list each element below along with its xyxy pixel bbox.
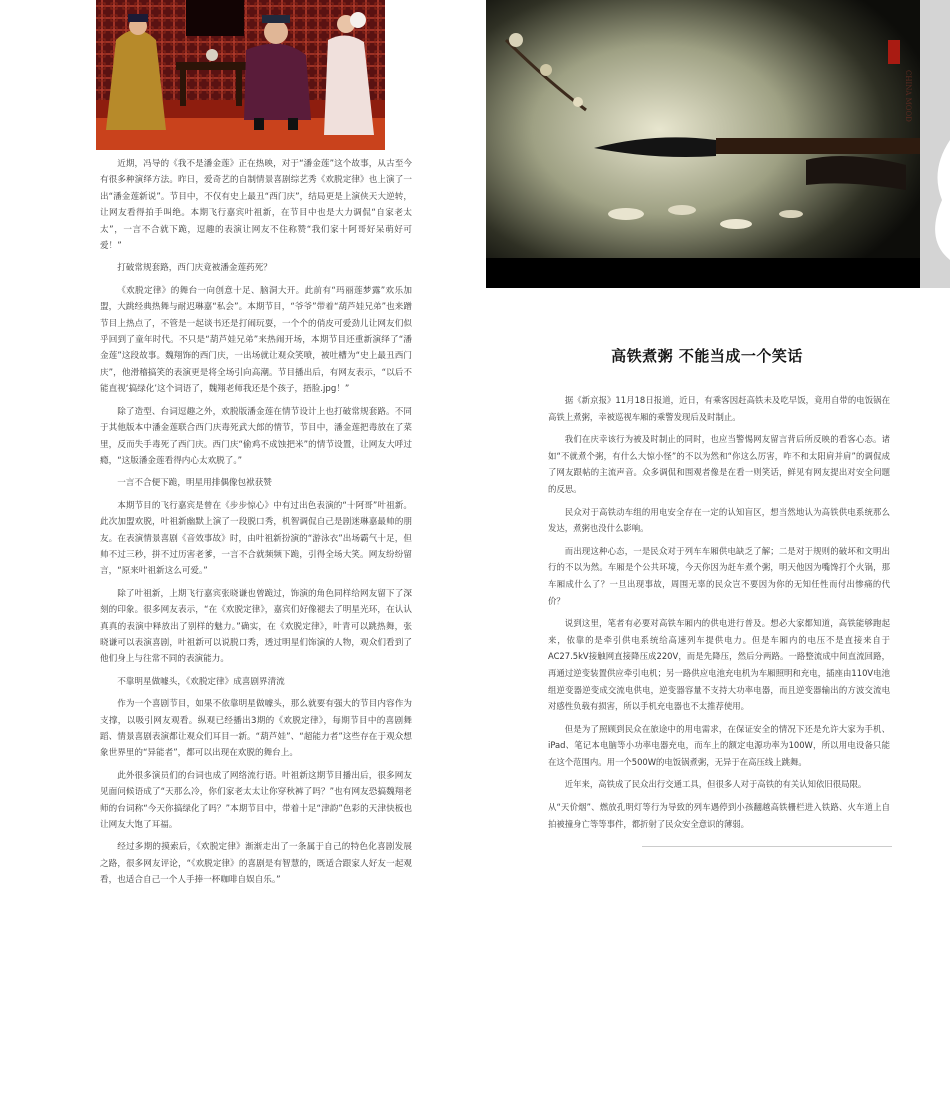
right-paragraph: 说到这里，笔者有必要对高铁车厢内的供电进行普及。想必大家都知道，高铁能够跑起来，依靠的是牵引供电系统给高速列车提供电力。但是车厢内的电压不是直接来自于AC27.5kV接触网直接降压成220V，而是先降压，然后分两路。一路整流成中间直流回路，再通过逆变装置供应牵引电机；另一路供应电池充电机为车厢照明和充电，插座由110V电池组逆变器逆变成交流电供电，逆变器容量不支持大功率电器，而且逆变器输出的方波交流电对感性负载有损害，所以手机充电器也不太推荐使用。	[548, 618, 890, 712]
left-paragraph: 本期节目的飞行嘉宾是曾在《步步惊心》中有过出色表演的“十阿哥”叶祖新。此次加盟欢脱，叶祖新幽默上演了一段脱口秀，机智调侃自己是剧迷琳嘉最帅的朋友。在表演情景喜剧《音效事故》时，由叶祖新扮演的“游泳衣”出场霸气十足，但帅不过三秒，拼不过历害老爹，一言不合就频频下跪，引得全场大笑。网友纷纷留言，“原来叶祖新这么可爱。”	[100, 500, 412, 577]
left-paragraph: 此外很多演员们的台词也成了网络流行语。叶祖新这期节目播出后，很多网友见面问候语成了“天那么冷，你们家老太太让你穿秋裤了吗？”也有网友恐搞魏翔老师的台词称“今天你搞绿化了吗？”本期节目中，带着十足“津韵”色彩的天津快板也让网友大饱了耳福。	[100, 770, 412, 831]
right-article-body	[548, 392, 890, 838]
photo-seal-text: CHINA MOOD	[904, 70, 912, 122]
right-paragraph: 但是为了照顾到民众在旅途中的用电需求，在保证安全的情况下还是允许大家为手机、iPad、笔记本电脑等小功率电器充电，而车上的额定电源功率为100W，所以用电设备只能在这个范围内。用一个500W的电饭锅煮粥，无异于在高压线上跳舞。	[548, 723, 890, 767]
right-paragraph: 从“天价烟”、燃放孔明灯等行为导致的列车遇停到小孩翻越高铁栅栏进入铁路、火车道上自拍被撞身亡等等事件，都折射了民众安全意识的薄弱。	[548, 802, 890, 829]
left-article-body	[100, 156, 412, 895]
stage-photo	[96, 0, 385, 150]
left-subheading: 一言不合便下跪，明星用排偶像包袱获赞	[117, 478, 272, 489]
right-paragraph: 民众对于高铁动车组的用电安全存在一定的认知盲区，想当然地认为高铁供电系统那么发达，煮粥也没什么影响。	[548, 506, 890, 534]
left-subheading: 打破常规套路，西门庆竟被潘金莲药死？	[117, 263, 272, 274]
right-paragraph: 我们在庆幸该行为被及时制止的同时，也应当警惕网友留言背后所反映的看客心态。诸如“不就煮个粥，有什么大惊小怪”的不以为然和“你这么厉害，咋不和太阳肩并肩”的调侃成了网友跟帖的主流声音。众多调侃和围观者像是在看一则笑话，鲜见有网友提出对安全问题的反思。	[548, 434, 890, 494]
left-paragraph: 除了叶祖新，上期飞行嘉宾张晓谦也曾跪过，饰演的角色同样给网友留下了深刻的印象。很多网友表示，“在《欢脱定律》，嘉宾们好像褪去了明星光环，在认认真真的表演中释放出了别样的魅力。”确实，在《欢脱定律》，叶青可以跳热舞，张晓谦可以表演喜剧，叶祖新可以说脱口秀，透过明星们饰演的人物，观众们看到了他们身上与往常不同的表演能力。	[100, 588, 412, 665]
right-article-title: 高铁煮粥 不能当成一个笑话	[611, 347, 803, 365]
ink-brush-photo	[486, 0, 920, 288]
right-article-divider	[642, 846, 892, 847]
brush-photo-illustration	[486, 0, 920, 288]
left-paragraph: 近期，冯导的《我不是潘金莲》正在热映，对于“潘金莲”这个故事，从古至今有很多种演绎方法。昨日，爱奇艺的自制情景喜剧综艺秀《欢脱定律》也上演了一出“潘金莲新说”。节目中，不仅有史上最丑“西门庆”，结局更是上演侠天大逆转，让网友看得拍手叫绝。本期飞行嘉宾叶祖新，在节目中也是大力调侃“自家老太太”，一言不合就下跪，逗趣的表演让网友不住称赞“我们家十阿哥好呆萌好可爱！”	[100, 159, 412, 252]
stage-photo-illustration	[96, 0, 385, 150]
left-paragraph: 除了造型、台词逗趣之外，欢脱版潘金莲在情节设计上也打破常规套路。不同于其他版本中潘金莲联合西门庆毒死武大郎的情节，节目中，潘金莲把毒放在了菜里，反而失手毒死了西门庆。西门庆“偷鸡不成蚀把米”的情节设置，让网友大呼过瘾，“这版潘金莲看得内心太欢脱了。”	[100, 406, 412, 466]
right-paragraph: 近年来，高铁成了民众出行交通工具，但很多人对于高铁的有关认知依旧很局限。	[564, 779, 867, 790]
left-subheading: 不靠明星做噱头，《欢脱定律》成喜剧界清流	[117, 676, 285, 687]
left-paragraph: 《欢脱定律》的舞台一向创意十足、脑洞大开。此前有“玛丽莲梦露”欢乐加盟，大跳经典热舞与耐迟琳嘉“私会”。本期节目，“爷爷”带着“葫芦娃兄弟”也来蹭节目上热点了，不管是一起谈书还是打闹玩耍，一个个的俏皮可爱劲儿让网友们似乎回到了童年时代。不只是“葫芦娃兄弟”来热闹开场，本期节目还重新演绎了“潘金莲”这段故事。魏翔饰的西门庆，一出场就让观众笑喷，被吐槽为“史上最丑西门庆”，他滑稽搞笑的表演更是将全场引向高潮。节目播出后，有网友表示，“以后不能直视‘搞绿化’这个词语了，魏翔老师我还是个孩子，捂脸.jpg！”	[100, 285, 412, 395]
right-paragraph: 据《新京报》11月18日报道，近日，有乘客因赶高铁未及吃早饭，竟用自带的电饭锅在高铁上煮粥，幸被巡视车厢的乘警发现后及时制止。	[548, 395, 890, 422]
left-paragraph: 作为一个喜剧节目，如果不依靠明星做噱头，那么就要有强大的节目内容作为支撑，以吸引网友观看。纵观已经播出3期的《欢脱定律》，每期节目中的喜剧舞蹈、情景喜剧表演都让观众们耳目一新。“葫芦娃”、“超能力者”这些存在于观众想象世界里的“异能者”，都可以出现在欢脱的舞台上。	[100, 699, 412, 759]
right-paragraph: 而出现这种心态，一是民众对于列车车厢供电缺乏了解；二是对于规则的破坏和文明出行的不以为然。车厢是个公共环境，今天你因为赶车煮个粥，明天他因为嘴馋打个火锅，那车厢成什么了？一旦出现事故，周围无辜的民众岂不要因为你的无知任性而付出惨痛的代价？	[548, 545, 890, 606]
left-paragraph: 经过多期的摸索后，《欢脱定律》渐渐走出了一条属于自己的特色化喜剧发展之路，很多网友评论，“《欢脱定律》的喜剧是有智慧的，既适合跟家人好友一起观看，也适合自己一个人手捧一杯咖啡自娱自乐。”	[100, 842, 412, 886]
